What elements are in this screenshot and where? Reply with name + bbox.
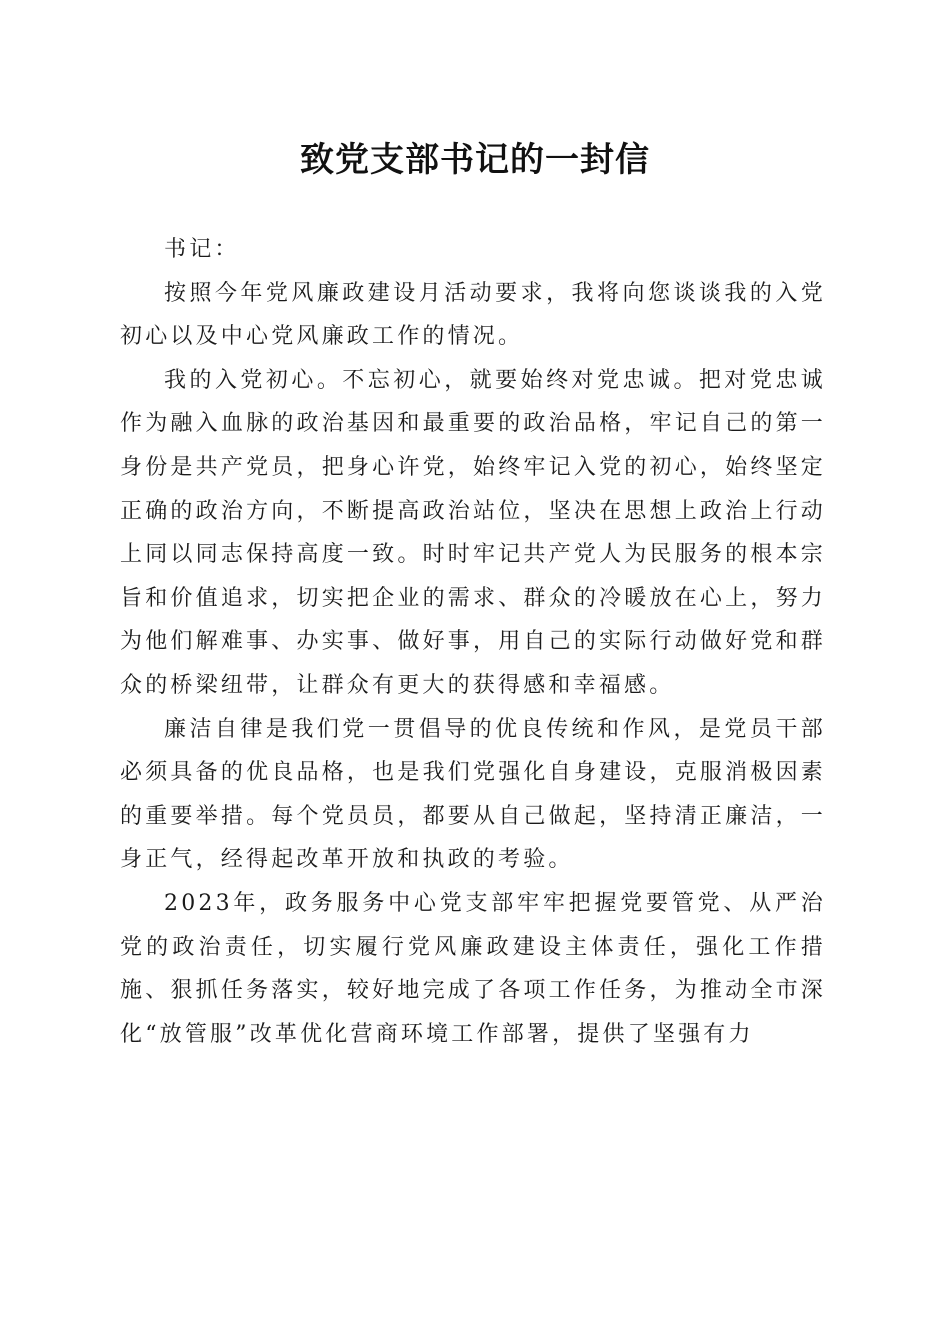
salutation: 书记： bbox=[164, 237, 240, 262]
paragraph: 我的入党初心。不忘初心，就要始终对党忠诚。把对党忠诚作为融入血脉的政治基因和最重要的政治品格，牢记自己的第一身份是共产党员，把身心许党，始终牢记入党的初心，始终坚定正确的政治方向，不断提高政治站位，坚决在思想上政治上行动上同以同志保持高度一致。时时牢记共产党人为民服务的根本宗旨和价值追求，切实把企业的需求、群众的冷暖放在心上，努力为他们解难事、办实事、做好事，用自己的实际行动做好党和群众的桥梁纽带，让群众有更大的获得感和幸福感。 bbox=[120, 367, 826, 698]
paragraph: 2023年，政务服务中心党支部牢牢把握党要管党、从严治党的政治责任，切实履行党风廉政建设主体责任，强化工作措施、狠抓任务落实，较好地完成了各项工作任务，为推动全市深化“放管服”改革优化营商环境工作部署，提供了坚强有力 bbox=[120, 890, 826, 1047]
letter-body bbox=[120, 228, 826, 1056]
paragraph: 廉洁自律是我们党一贯倡导的优良传统和作风，是党员干部必须具备的优良品格，也是我们党强化自身建设，克服消极因素的重要举措。每个党员员，都要从自己做起，坚持清正廉洁，一身正气，经得起改革开放和执政的考验。 bbox=[120, 716, 826, 873]
paragraph: 按照今年党风廉政建设月活动要求，我将向您谈谈我的入党初心以及中心党风廉政工作的情况。 bbox=[120, 280, 826, 350]
document-title: 致党支部书记的一封信 bbox=[300, 140, 650, 180]
